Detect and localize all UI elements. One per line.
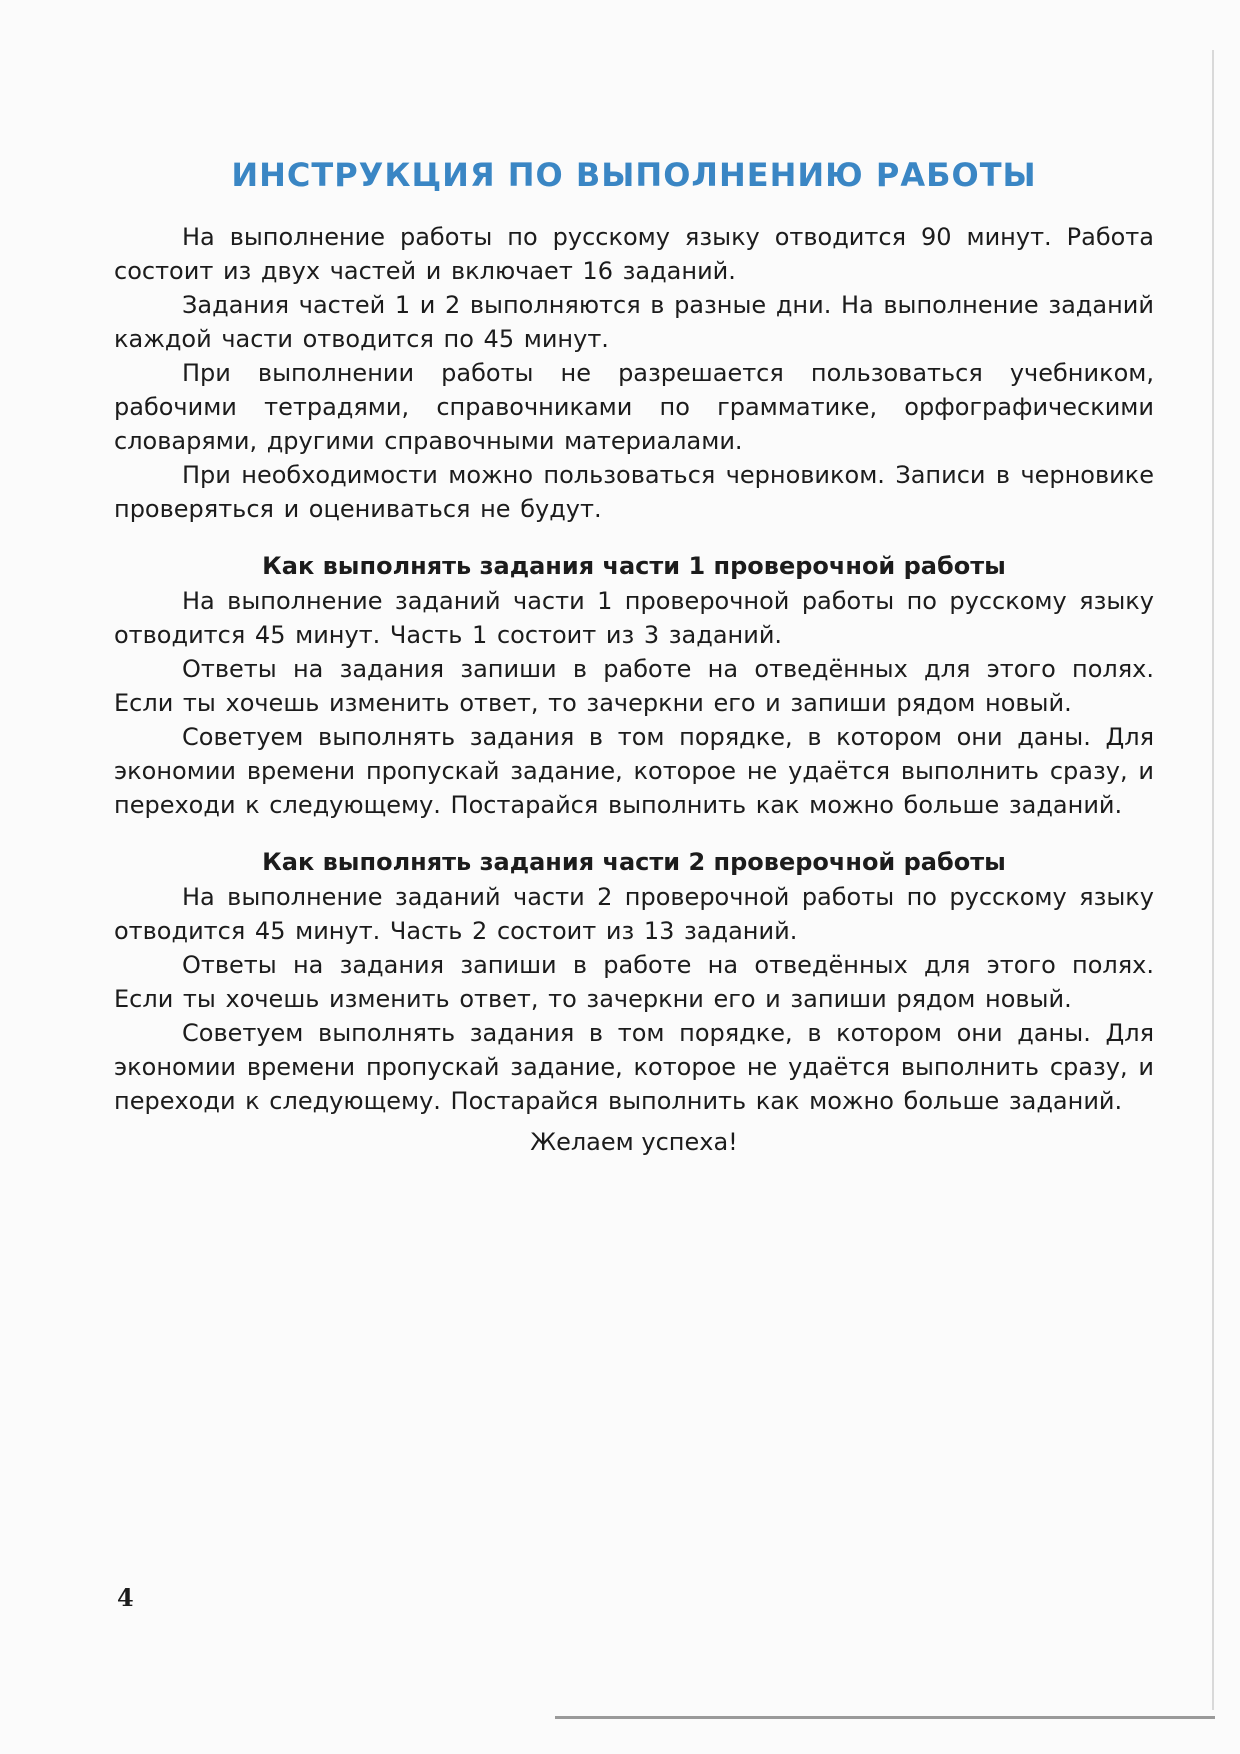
part2-heading: Как выполнять задания части 2 проверочной работы [262, 848, 1006, 876]
part1-paragraph: Советуем выполнять задания в том порядке, в котором они даны. Для экономии времени пропускай задание, которое не удаётся выполнить сразу, и переходи к следующему. Постарайся выполнить как можно больше заданий. [114, 723, 1154, 819]
intro-section [114, 220, 1154, 526]
closing-wish: Желаем успеха! [530, 1128, 738, 1156]
intro-paragraph: На выполнение работы по русскому языку отводится 90 минут. Работа состоит из двух частей и включает 16 заданий. [114, 223, 1154, 285]
part2-paragraph: Советуем выполнять задания в том порядке, в котором они даны. Для экономии времени пропускай задание, которое не удаётся выполнить сразу, и переходи к следующему. Постарайся выполнить как можно больше заданий. [114, 1019, 1154, 1115]
part1-paragraph: На выполнение заданий части 1 проверочной работы по русскому языку отводится 45 минут. Часть 1 состоит из 3 заданий. [114, 587, 1154, 649]
part1-heading: Как выполнять задания части 1 проверочной работы [262, 552, 1006, 580]
part1-section [114, 548, 1154, 822]
intro-paragraph: При необходимости можно пользоваться черновиком. Записи в черновике проверяться и оцениваться не будут. [114, 461, 1154, 523]
part2-section [114, 844, 1154, 1118]
page-edge-bottom [555, 1716, 1215, 1719]
instruction-page [114, 152, 1154, 1160]
part2-paragraph: Ответы на задания запиши в работе на отведённых для этого полях. Если ты хочешь изменить ответ, то зачеркни его и запиши рядом новый. [114, 951, 1154, 1013]
page-edge-right [1212, 50, 1214, 1710]
intro-paragraph: При выполнении работы не разрешается пользоваться учебником, рабочими тетрадями, справочниками по грамматике, орфографическими словарями, другими справочными материалами. [114, 359, 1154, 455]
part2-paragraph: На выполнение заданий части 2 проверочной работы по русскому языку отводится 45 минут. Часть 2 состоит из 13 заданий. [114, 883, 1154, 945]
part1-paragraph: Ответы на задания запиши в работе на отведённых для этого полях. Если ты хочешь изменить ответ, то зачеркни его и запиши рядом новый. [114, 655, 1154, 717]
intro-paragraph: Задания частей 1 и 2 выполняются в разные дни. На выполнение заданий каждой части отводится по 45 минут. [114, 291, 1154, 353]
page-title: ИНСТРУКЦИЯ ПО ВЫПОЛНЕНИЮ РАБОТЫ [231, 156, 1037, 194]
page-number: 4 [117, 1583, 134, 1612]
